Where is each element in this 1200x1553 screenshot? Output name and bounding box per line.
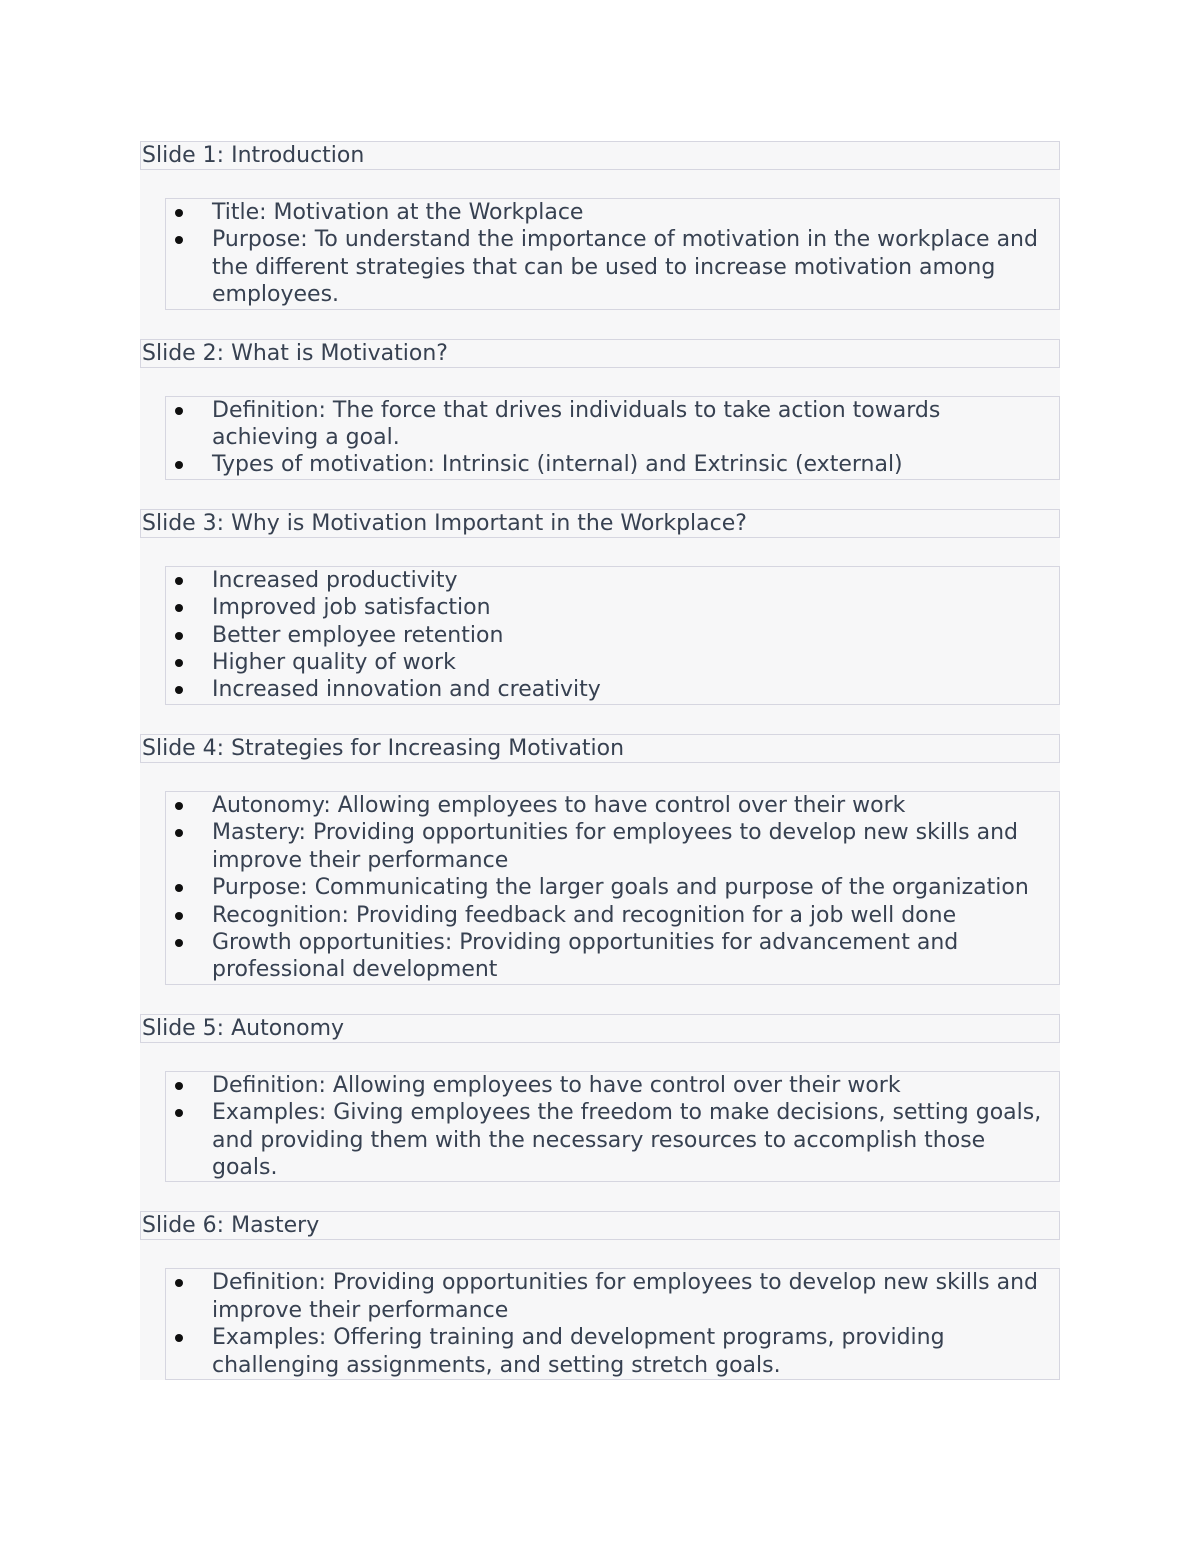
bullet-item: Examples: Giving employees the freedom to make decisions, setting goals, and providing them with the necessary resources to accomplish those goals. (212, 1099, 1051, 1181)
bullet-item: Types of motivation: Intrinsic (internal) and Extrinsic (external) (212, 451, 1051, 478)
bullet-list (165, 396, 1060, 480)
bullet-item: Autonomy: Allowing employees to have control over their work (212, 792, 1051, 819)
slide-heading: Slide 4: Strategies for Increasing Motivation (140, 734, 1060, 763)
spacer (140, 985, 1060, 1014)
document-body (140, 141, 1060, 1380)
slide-heading: Slide 3: Why is Motivation Important in the Workplace? (140, 509, 1060, 538)
spacer (140, 170, 1060, 198)
bullet-item: Higher quality of work (212, 649, 1051, 676)
spacer (140, 480, 1060, 509)
spacer (140, 1182, 1060, 1211)
bullet-list (165, 791, 1060, 985)
slide-section (140, 339, 1060, 509)
spacer (140, 763, 1060, 791)
slide-heading: Slide 5: Autonomy (140, 1014, 1060, 1043)
slide-section (140, 1014, 1060, 1212)
bullet-item: Growth opportunities: Providing opportunities for advancement and professional development (212, 929, 1051, 984)
spacer (140, 1240, 1060, 1268)
slide-heading: Slide 6: Mastery (140, 1211, 1060, 1240)
bullet-item: Increased productivity (212, 567, 1051, 594)
bullet-list (165, 198, 1060, 310)
spacer (140, 705, 1060, 734)
bullet-item: Title: Motivation at the Workplace (212, 199, 1051, 226)
bullet-item: Recognition: Providing feedback and recognition for a job well done (212, 902, 1051, 929)
bullet-item: Definition: Allowing employees to have control over their work (212, 1072, 1051, 1099)
bullet-list (165, 1268, 1060, 1380)
bullet-item: Purpose: Communicating the larger goals and purpose of the organization (212, 874, 1051, 901)
spacer (140, 538, 1060, 566)
spacer (140, 310, 1060, 339)
bullet-item: Definition: The force that drives individuals to take action towards achieving a goal. (212, 397, 1051, 452)
slide-section (140, 1211, 1060, 1380)
bullet-item: Examples: Offering training and development programs, providing challenging assignments, and setting stretch goals. (212, 1324, 1051, 1379)
bullet-list (165, 1071, 1060, 1183)
slide-heading: Slide 2: What is Motivation? (140, 339, 1060, 368)
bullet-item: Mastery: Providing opportunities for employees to develop new skills and improve their performance (212, 819, 1051, 874)
bullet-item: Definition: Providing opportunities for employees to develop new skills and improve their performance (212, 1269, 1051, 1324)
bullet-item: Increased innovation and creativity (212, 676, 1051, 703)
slide-heading: Slide 1: Introduction (140, 141, 1060, 170)
bullet-item: Better employee retention (212, 622, 1051, 649)
bullet-item: Improved job satisfaction (212, 594, 1051, 621)
slide-section (140, 141, 1060, 339)
slide-section (140, 734, 1060, 1014)
bullet-list (165, 566, 1060, 705)
spacer (140, 1043, 1060, 1071)
bullet-item: Purpose: To understand the importance of motivation in the workplace and the different strategies that can be used to increase motivation among employees. (212, 226, 1051, 308)
slide-section (140, 509, 1060, 734)
spacer (140, 368, 1060, 396)
